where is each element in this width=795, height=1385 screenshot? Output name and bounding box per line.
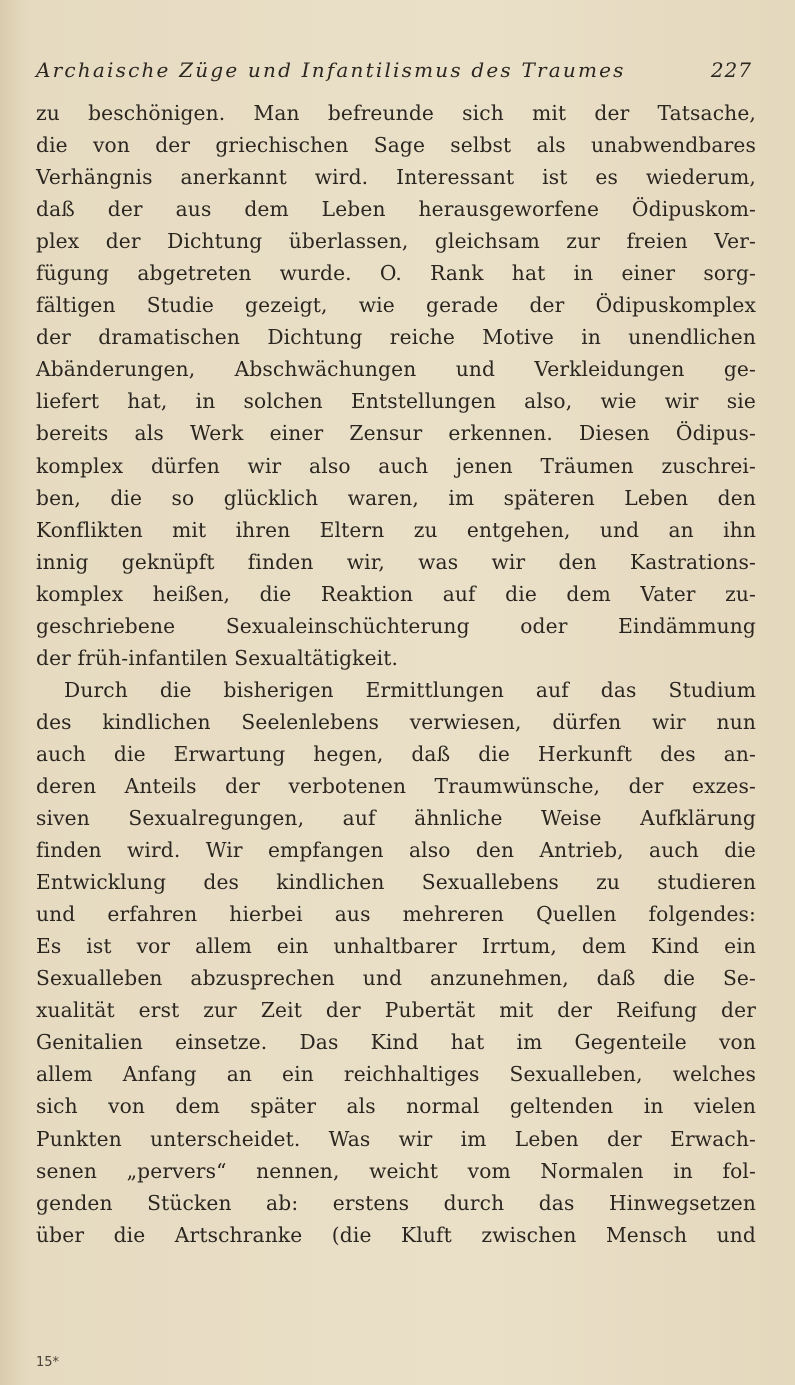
text-line: komplex dürfen wir also auch jenen Träumen zuschrei- [36, 453, 756, 478]
text-line: plex der Dichtung überlassen, gleichsam zur freien Ver- [36, 229, 756, 254]
text-line: Sexualleben abzusprechen und anzunehmen, daß die Se- [36, 966, 756, 991]
text-line: die von der griechischen Sage selbst als unabwendbares [36, 133, 756, 158]
text-line: über die Artschranke (die Kluft zwischen Mensch und [36, 1222, 756, 1247]
text-line: Verhängnis anerkannt wird. Interessant ist es wiederum, [36, 165, 756, 190]
text-line: siven Sexualregungen, auf ähnliche Weise Aufklärung [36, 806, 756, 831]
text-line: Entwicklung des kindlichen Sexuallebens zu studieren [36, 870, 756, 895]
text-line: zu beschönigen. Man befreunde sich mit der Tatsache, [36, 101, 756, 125]
signature-mark: 15* [36, 1355, 60, 1370]
text-line: fältigen Studie gezeigt, wie gerade der Ödipuskomplex [36, 293, 756, 318]
text-line: senen „pervers“ nennen, weicht vom Normalen in fol- [36, 1158, 756, 1183]
running-title: Archaische Züge und Infantilismus des Traumes [36, 58, 626, 82]
text-line: der dramatischen Dichtung reiche Motive in unendlichen [36, 325, 756, 350]
text-line: der früh-infantilen Sexualtätigkeit. [36, 645, 399, 670]
text-line: sich von dem später als normal geltenden in vielen [36, 1094, 756, 1119]
text-line: des kindlichen Seelenlebens verwiesen, dürfen wir nun [36, 709, 756, 734]
text-line: komplex heißen, die Reaktion auf die dem Vater zu- [36, 581, 756, 606]
text-line: genden Stücken ab: erstens durch das Hinwegsetzen [36, 1190, 756, 1215]
text-line: deren Anteils der verbotenen Traumwünsche, der exzes- [36, 773, 756, 798]
page-header [36, 58, 752, 90]
text-line: Punkten unterscheidet. Was wir im Leben der Erwach- [36, 1126, 756, 1151]
text-line: fügung abgetreten wurde. O. Rank hat in einer sorg- [36, 261, 756, 286]
text-line: xualität erst zur Zeit der Pubertät mit der Reifung der [36, 998, 756, 1023]
text-line: daß der aus dem Leben herausgeworfene Ödipuskom- [36, 197, 756, 222]
body-text [36, 97, 756, 1251]
text-line: allem Anfang an ein reichhaltiges Sexualleben, welches [36, 1062, 756, 1087]
text-line: auch die Erwartung hegen, daß die Herkunft des an- [36, 741, 756, 766]
page-number: 227 [710, 58, 752, 82]
text-line: bereits als Werk einer Zensur erkennen. Diesen Ödipus- [36, 421, 756, 446]
text-line: ben, die so glücklich waren, im späteren Leben den [36, 485, 756, 510]
text-line: Genitalien einsetze. Das Kind hat im Gegenteile von [36, 1030, 756, 1055]
text-line: Es ist vor allem ein unhaltbarer Irrtum, dem Kind ein [36, 934, 756, 959]
text-line: Abänderungen, Abschwächungen und Verkleidungen ge- [36, 357, 756, 382]
text-line: Konflikten mit ihren Eltern zu entgehen, und an ihn [36, 517, 756, 542]
text-line: und erfahren hierbei aus mehreren Quellen folgendes: [36, 902, 756, 927]
text-line: finden wird. Wir empfangen also den Antrieb, auch die [36, 838, 756, 863]
text-line: Durch die bisherigen Ermittlungen auf das Studium [64, 677, 756, 702]
text-line: innig geknüpft finden wir, was wir den Kastrations- [36, 549, 756, 574]
text-line: geschriebene Sexualeinschüchterung oder Eindämmung [36, 613, 756, 638]
text-line: liefert hat, in solchen Entstellungen also, wie wir sie [36, 389, 756, 414]
